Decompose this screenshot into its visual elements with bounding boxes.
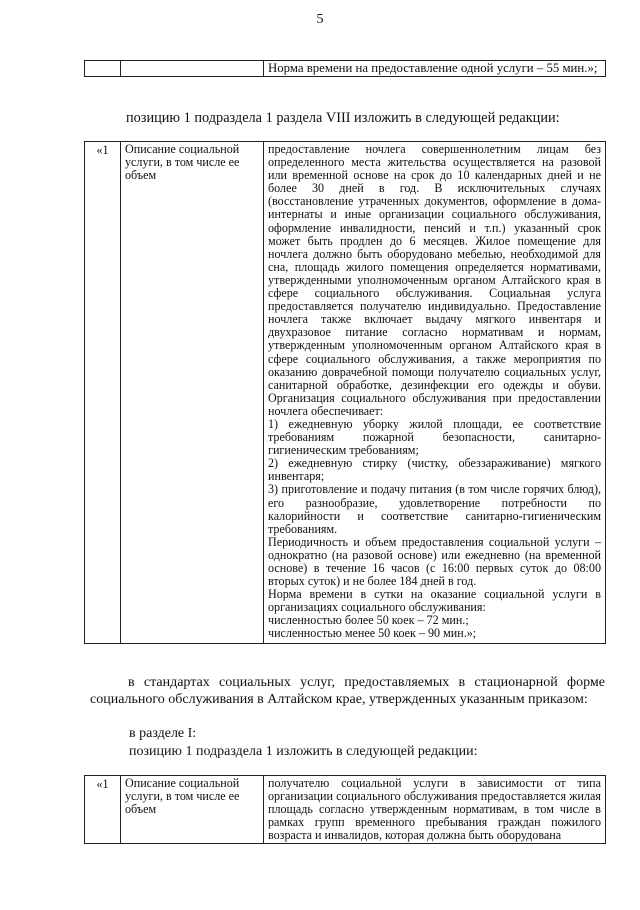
page-number: 5 <box>316 12 324 27</box>
table-top <box>84 60 606 77</box>
intro-standards: в стандартах социальных услуг, предоставляемых в стационарной форме социального обслуживания в Алтайском крае, утвержденных указанным приказом: <box>90 675 605 707</box>
paragraph: 2) ежедневную стирку (чистку, обеззараживание) мягкого инвентаря; <box>268 456 601 484</box>
paragraph: 3) приготовление и подачу питания (в том числе горячих блюд), его разнообразие, удовлетворение потребности по калорийности и соответствие санитарно-гигиеническим требованиям. <box>268 482 601 536</box>
paragraph: Периодичность и объем предоставления социальной услуги – однократно (на разовой основе) или ежедневно (на временной основе) в течение 16 часов (с 16:00 первых суток до 08:00 вторых суток) и не более 184 дней в год. <box>268 534 601 589</box>
heading-section-viii: позицию 1 подраздела 1 раздела VIII изложить в следующей редакции: <box>126 110 560 126</box>
paragraph: предоставление ночлега совершеннолетним лицам без определенного места жительства осуществляется на разовой или временной основе на срок до 10 календарных дней и не более 30 дней в год. В исключительных случаях (восстановление утраченных документов, оформление в дома-интернаты и иные организации социального обслуживания, оформление инвалидности, пенсий и т.п.) указанный срок может быть продлен до 6 месяцев. Жилое помещение для ночлега должно быть оборудовано мебелью, необходимой для сна, площадь жилого помещения определяется нормативами, утвержденными уполномоченным органом Алтайского края в сфере социального обслуживания. Социальная услуга предоставляется получателю индивидуально. Предоставление ночлега также включает выдачу мягкого инвентаря и двухразовое питание согласно нормативам и нормам, утвержденным уполномоченным органом Алтайского края в сфере социального обслуживания, а также мероприятия по оказанию доврачебной помощи получателю социальных услуг, санитарной обработке, дезинфекции его одежды и обуви. Организация социального обслуживания при предоставлении ночлега обеспечивает: <box>268 142 601 418</box>
section-i-label: в разделе I: <box>129 726 197 741</box>
paragraph: численностью более 50 коек – 72 мин.; <box>268 613 469 628</box>
table-cell-label: Описание социальной услуги, в том числе ее объем <box>121 776 264 844</box>
table-cell-num: «1 <box>85 142 121 644</box>
table-cell-num: «1 <box>85 776 121 844</box>
paragraph: 1) ежедневную уборку жилой площади, ее соответствие требованиям пожарной безопасности, санитарно-гигиеническим требованиям; <box>268 416 601 458</box>
paragraph: Норма времени в сутки на оказание социальной услуги в организациях социального обслуживания: <box>268 587 601 615</box>
heading-subsection-1: позицию 1 подраздела 1 изложить в следующей редакции: <box>129 744 478 759</box>
table-main <box>84 141 606 644</box>
table-row <box>85 776 606 844</box>
table-row <box>85 61 606 77</box>
table-cell-description <box>264 142 606 644</box>
table-cell-label <box>121 61 264 77</box>
table-cell-label: Описание социальной услуги, в том числе ее объем <box>121 142 264 644</box>
table-bottom <box>84 775 606 844</box>
paragraph: численностью менее 50 коек – 90 мин.»; <box>268 626 477 641</box>
table-cell-num <box>85 61 121 77</box>
table-row <box>85 142 606 644</box>
table-cell-text: Норма времени на предоставление одной услуги – 55 мин.»; <box>264 61 606 77</box>
table-cell-description: получателю социальной услуги в зависимости от типа организации социального обслуживания предоставляется жилая площадь согласно утвержденным нормативам, в том числе в рамках групп временного пребывания граждан пожилого возраста и инвалидов, которая должна быть оборудована <box>264 776 606 844</box>
